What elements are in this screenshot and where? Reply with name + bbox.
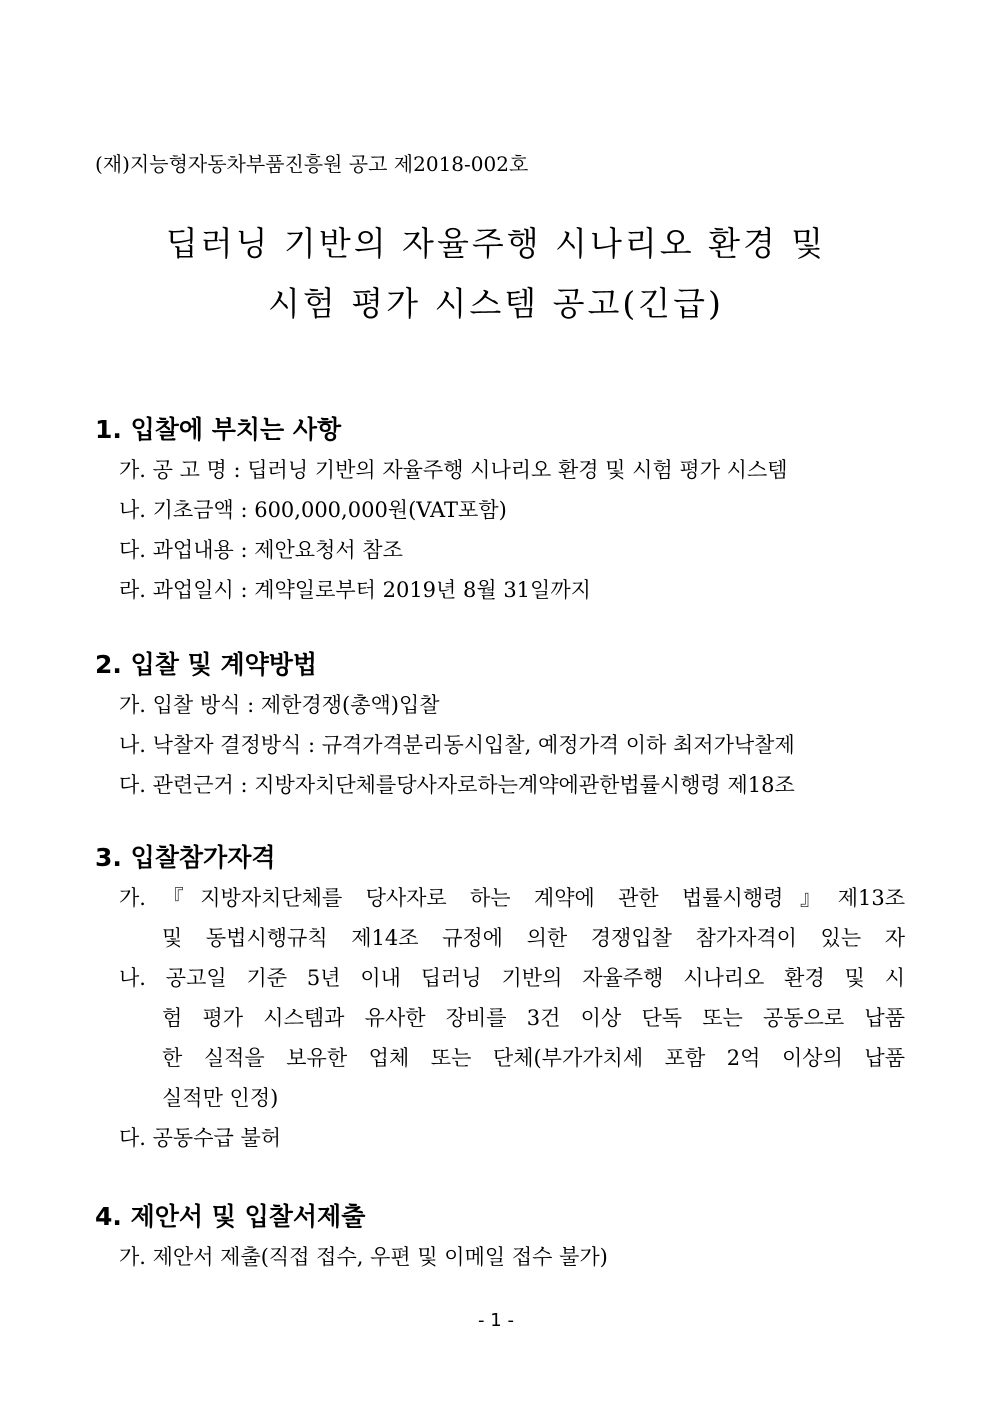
section-heading: 3. 입찰참가자격: [95, 843, 276, 872]
list-item-line: 나. 공고일 기준 5년 이내 딥러닝 기반의 자율주행 시나리오 환경 및 시: [119, 966, 905, 990]
notice-number: (재)지능형자동차부품진흥원 공고 제2018-002호: [95, 152, 529, 176]
list-item-line: 실적만 인정): [162, 1086, 279, 1110]
document-title-line-2: 시험 평가 시스템 공고(긴급): [268, 284, 724, 323]
section-heading: 4. 제안서 및 입찰서제출: [95, 1202, 366, 1231]
list-item: 가. 제안서 제출(직접 접수, 우편 및 이메일 접수 불가): [119, 1245, 608, 1269]
list-item-line: 및 동법시행규칙 제14조 규정에 의한 경쟁입찰 참가자격이 있는 자: [162, 926, 905, 950]
page-number: - 1 -: [478, 1310, 514, 1331]
section-bid-items: [95, 410, 905, 610]
section-qualification: [95, 838, 905, 1158]
section-submission: [95, 1197, 905, 1277]
list-item: 가. 공 고 명 : 딥러닝 기반의 자율주행 시나리오 환경 및 시험 평가 시스템: [119, 458, 788, 482]
section-heading: 2. 입찰 및 계약방법: [95, 650, 318, 679]
list-item: 라. 과업일시 : 계약일로부터 2019년 8월 31일까지: [119, 578, 591, 602]
list-item: 가. 입찰 방식 : 제한경쟁(총액)입찰: [119, 693, 440, 717]
document-title-line-1: 딥러닝 기반의 자율주행 시나리오 환경 및: [165, 224, 827, 263]
list-item-line: 가.『지방자치단체를 당사자로 하는 계약에 관한 법률시행령』제13조: [119, 886, 905, 910]
section-bid-method: [95, 645, 905, 805]
section-heading: 1. 입찰에 부치는 사항: [95, 415, 342, 444]
list-item: 다. 공동수급 불허: [119, 1126, 282, 1150]
list-item-line: 한 실적을 보유한 업체 또는 단체(부가가치세 포함 2억 이상의 납품: [162, 1046, 905, 1070]
list-item: 다. 관련근거 : 지방자치단체를당사자로하는계약에관한법률시행령 제18조: [119, 773, 795, 797]
list-item: [95, 878, 905, 958]
list-item-line: 험 평가 시스템과 유사한 장비를 3건 이상 단독 또는 공동으로 납품: [162, 1006, 905, 1030]
list-item: 다. 과업내용 : 제안요청서 참조: [119, 538, 403, 562]
list-item: 나. 낙찰자 결정방식 : 규격가격분리동시입찰, 예정가격 이하 최저가낙찰제: [119, 733, 795, 757]
list-item: 나. 기초금액 : 600,000,000원(VAT포함): [119, 498, 507, 522]
list-item: [95, 958, 905, 1118]
